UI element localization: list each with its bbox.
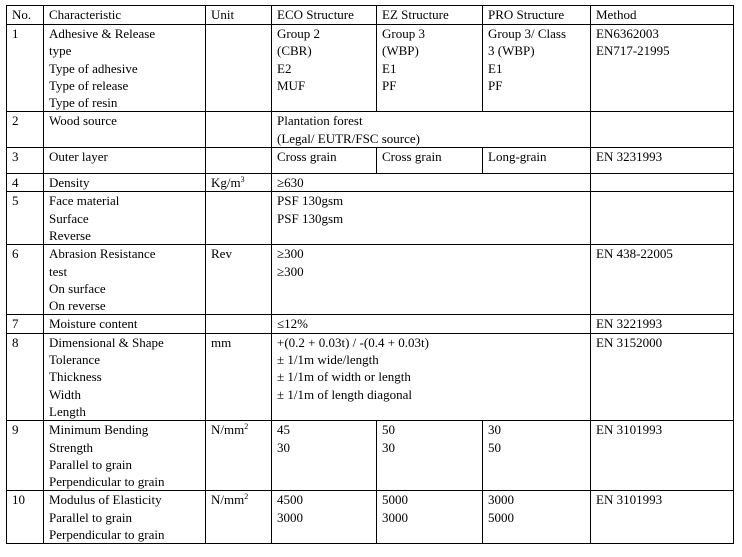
characteristic-cell-line: test [49, 263, 68, 279]
structure-merged-cell-line: PSF 130gsm [277, 193, 344, 209]
eco-cell [272, 491, 377, 544]
structure-merged-cell [272, 245, 591, 315]
characteristic-cell-line: Perpendicular to grain [49, 474, 165, 490]
header-pro: PRO Structure [483, 6, 591, 25]
spec-table [6, 5, 734, 544]
eco-cell [272, 148, 377, 174]
characteristic-cell-line: Abrasion Resistance [49, 246, 156, 262]
characteristic-cell-line: Face material [49, 193, 120, 209]
eco-cell-line: 3000 [277, 509, 303, 525]
header-method: Method [591, 6, 734, 25]
pro-cell [483, 421, 591, 491]
pro-cell-line: Group 3/ Class [488, 26, 566, 41]
characteristic-cell-line: On surface [49, 280, 106, 296]
table-row [7, 315, 734, 333]
unit-cell [206, 148, 272, 174]
method-cell-line: EN 3101993 [596, 492, 663, 508]
structure-merged-cell-line: ± 1/1m wide/length [277, 352, 379, 368]
characteristic-cell-line: Type of release [49, 77, 129, 93]
method-cell-line: EN 438-22005 [596, 246, 673, 262]
eco-cell-line: Group 2 [277, 26, 320, 41]
header-no: No. [7, 6, 44, 25]
row-number: 10 [7, 491, 44, 544]
table-row [7, 112, 734, 148]
row-number: 4 [7, 174, 44, 192]
structure-merged-cell-line: +(0.2 + 0.03t) / -(0.4 + 0.03t) [277, 334, 429, 350]
unit-cell [206, 421, 272, 491]
characteristic-cell [44, 148, 206, 174]
structure-merged-cell-line: ≥300 [277, 246, 304, 262]
row-number: 9 [7, 421, 44, 491]
characteristic-cell-line: Type of resin [49, 95, 118, 111]
pro-cell-line: 3000 [488, 492, 514, 508]
header-ez: EZ Structure [377, 6, 483, 25]
characteristic-cell [44, 333, 206, 420]
unit-base: N/mm [211, 422, 245, 438]
characteristic-cell [44, 315, 206, 333]
table-row [7, 491, 734, 544]
structure-merged-cell-line: Plantation forest [277, 113, 363, 129]
characteristic-cell [44, 491, 206, 544]
ez-cell-line: 50 [382, 422, 395, 438]
pro-cell-line: 30 [488, 422, 501, 438]
characteristic-cell-line: Dimensional & Shape [49, 334, 164, 350]
header-unit: Unit [206, 6, 272, 25]
row-number: 5 [7, 192, 44, 245]
ez-cell-line: (WBP) [382, 43, 419, 59]
header-eco: ECO Structure [272, 6, 377, 25]
method-cell-line: EN6362003 [596, 26, 659, 41]
table-row [7, 192, 734, 245]
table-row [7, 174, 734, 192]
eco-cell-line: 45 [277, 422, 290, 438]
unit-cell [206, 192, 272, 245]
characteristic-cell-line: Thickness [49, 369, 102, 385]
method-cell [591, 421, 734, 491]
ez-cell [377, 148, 483, 174]
ez-cell-line: 5000 [382, 492, 408, 508]
ez-cell-line: Cross grain [382, 149, 442, 165]
pro-cell-line: 50 [488, 439, 501, 455]
characteristic-cell-line: Adhesive & Release [49, 26, 156, 41]
ez-cell-line: Group 3 [382, 26, 425, 41]
method-cell [591, 25, 734, 112]
method-cell [591, 333, 734, 420]
row-number: 6 [7, 245, 44, 315]
unit-cell: mm [206, 333, 272, 420]
ez-cell-line: 30 [382, 439, 395, 455]
structure-merged-cell [272, 192, 591, 245]
eco-cell-line: 30 [277, 439, 290, 455]
structure-merged-cell-line: (Legal/ EUTR/FSC source) [277, 130, 420, 146]
structure-merged-cell-line: ± 1/1m of width or length [277, 369, 411, 385]
pro-cell-line: 5000 [488, 509, 514, 525]
structure-merged-cell [272, 174, 591, 192]
row-number: 2 [7, 112, 44, 148]
row-number: 8 [7, 333, 44, 420]
row-number: 1 [7, 25, 44, 112]
characteristic-cell-line: Modulus of Elasticity [49, 492, 162, 508]
pro-cell [483, 491, 591, 544]
table-row [7, 421, 734, 491]
eco-cell-line: Cross grain [277, 149, 337, 165]
unit-superscript: 2 [244, 492, 249, 502]
characteristic-cell-line: Wood source [49, 113, 117, 129]
characteristic-cell-line: Strength [49, 439, 94, 455]
structure-merged-cell-line: ≤12% [277, 316, 308, 332]
characteristic-cell [44, 174, 206, 192]
structure-merged-cell-line: ± 1/1m of length diagonal [277, 386, 412, 402]
structure-merged-cell-line: ≥630 [277, 175, 304, 191]
structure-merged-cell [272, 315, 591, 333]
characteristic-cell-line: Width [49, 386, 81, 402]
characteristic-cell [44, 245, 206, 315]
unit-cell [206, 174, 272, 192]
structure-merged-cell [272, 333, 591, 420]
unit-base: Kg/m [211, 175, 241, 191]
row-number: 7 [7, 315, 44, 333]
unit-cell [206, 25, 272, 112]
row-number: 3 [7, 148, 44, 174]
table-row [7, 25, 734, 112]
pro-cell-line: PF [488, 77, 503, 93]
ez-cell-line: 3000 [382, 509, 408, 525]
characteristic-cell-line: Tolerance [49, 352, 101, 368]
characteristic-cell [44, 192, 206, 245]
unit-cell [206, 315, 272, 333]
eco-cell [272, 25, 377, 112]
eco-cell [272, 421, 377, 491]
characteristic-cell-line: Surface [49, 210, 89, 226]
method-cell-line: EN 3101993 [596, 422, 663, 438]
characteristic-cell-line: type [49, 43, 72, 59]
pro-cell [483, 148, 591, 174]
unit-superscript: 3 [240, 175, 245, 185]
method-cell [591, 112, 734, 148]
structure-merged-cell-line: PSF 130gsm [277, 210, 344, 226]
pro-cell [483, 25, 591, 112]
method-cell [591, 315, 734, 333]
ez-cell-line: PF [382, 77, 397, 93]
structure-merged-cell-line: ≥300 [277, 263, 304, 279]
method-cell [591, 245, 734, 315]
table-row [7, 245, 734, 315]
characteristic-cell-line: Outer layer [49, 149, 108, 165]
eco-cell-line: E2 [277, 60, 292, 76]
characteristic-cell [44, 25, 206, 112]
table-row [7, 333, 734, 420]
characteristic-cell-line: Density [49, 175, 90, 191]
unit-cell [206, 112, 272, 148]
ez-cell [377, 421, 483, 491]
characteristic-cell-line: On reverse [49, 298, 106, 314]
eco-cell-line: 4500 [277, 492, 303, 508]
characteristic-cell-line: Minimum Bending [49, 422, 149, 438]
characteristic-cell-line: Reverse [49, 227, 91, 243]
ez-cell-line: E1 [382, 60, 397, 76]
unit-base: N/mm [211, 492, 245, 508]
method-cell [591, 491, 734, 544]
table-row [7, 148, 734, 174]
method-cell-line: EN 3231993 [596, 149, 663, 165]
header-row [7, 6, 734, 25]
method-cell [591, 148, 734, 174]
unit-cell [206, 491, 272, 544]
header-characteristic: Characteristic [44, 6, 206, 25]
eco-cell-line: (CBR) [277, 43, 312, 59]
pro-cell-line: E1 [488, 60, 503, 76]
method-cell-line: EN717-21995 [596, 43, 670, 59]
ez-cell [377, 491, 483, 544]
method-cell [591, 192, 734, 245]
characteristic-cell [44, 112, 206, 148]
characteristic-cell-line: Perpendicular to grain [49, 527, 165, 543]
characteristic-cell-line: Type of adhesive [49, 60, 138, 76]
structure-merged-cell [272, 112, 591, 148]
method-cell-line: EN 3221993 [596, 316, 663, 332]
characteristic-cell-line: Moisture content [49, 316, 138, 332]
characteristic-cell-line: Length [49, 403, 86, 419]
characteristic-cell-line: Parallel to grain [49, 456, 133, 472]
characteristic-cell-line: Parallel to grain [49, 509, 133, 525]
pro-cell-line: Long-grain [488, 149, 547, 165]
method-cell [591, 174, 734, 192]
pro-cell-line: 3 (WBP) [488, 43, 535, 59]
eco-cell-line: MUF [277, 77, 306, 93]
ez-cell [377, 25, 483, 112]
unit-superscript: 2 [244, 422, 249, 432]
method-cell-line: EN 3152000 [596, 334, 663, 350]
unit-cell: Rev [206, 245, 272, 315]
characteristic-cell [44, 421, 206, 491]
